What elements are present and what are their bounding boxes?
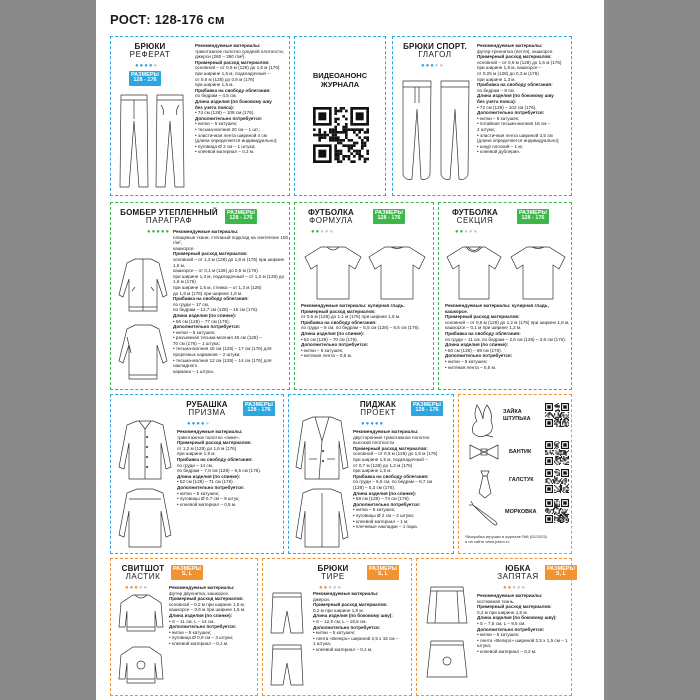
difficulty-dot-empty: ● bbox=[328, 585, 333, 591]
sizes-badge: РАЗМЕРЫ S, L bbox=[367, 565, 399, 580]
difficulty-dots bbox=[455, 229, 478, 235]
detail-heading: Длина изделия (по боковому шву): bbox=[477, 615, 557, 621]
detail-heading: Рекомендуемые материалы: bbox=[353, 429, 419, 434]
detail-heading: Дополнительно потребуется: bbox=[169, 624, 237, 630]
qr-code-tie[interactable] bbox=[545, 469, 569, 493]
toy-name-tie: ГАЛСТУК bbox=[509, 477, 534, 483]
detail-line: • 52 см (128) – 70 см (176). bbox=[301, 336, 358, 342]
difficulty-dots bbox=[187, 421, 210, 427]
sizes-badge: РАЗМЕРЫ 128 - 176 bbox=[517, 209, 549, 224]
detail-line: • 50 см (128) – 69 см (176). bbox=[445, 347, 502, 353]
difficulty-dot-filled: ● bbox=[370, 421, 375, 427]
difficulty-dot-empty: ● bbox=[138, 585, 144, 591]
detail-heading: Дополнительно потребуется: bbox=[173, 324, 241, 330]
tshirt-formula-sketch bbox=[301, 243, 429, 303]
card-model: ФОРМУЛА bbox=[309, 216, 353, 226]
detail-line: 0,2 м при ширине 1,8 м. bbox=[313, 607, 364, 613]
detail-line: при ширине 1,5 м, подкладочный – bbox=[195, 70, 270, 76]
detail-line: двусторонние трикотажное полотно bbox=[353, 434, 430, 440]
detail-line: • нитки – 5 катушек; bbox=[477, 632, 520, 638]
difficulty-dot-empty: ● bbox=[143, 585, 149, 591]
video-title-line-1: ВИДЕОАНОНС bbox=[312, 71, 368, 80]
detail-line: • разъемная тесьма-молния 46 см (128) – bbox=[173, 335, 262, 341]
sizes-badge: РАЗМЕРЫ 128 - 176 bbox=[243, 401, 275, 416]
detail-line: 70 см (176) – 1 штука; bbox=[173, 340, 220, 346]
card-details bbox=[173, 229, 289, 374]
detail-heading: без учета пояса): bbox=[477, 98, 517, 104]
detail-line: • 72 см (128) – 102 см (176). bbox=[477, 104, 537, 110]
detail-line: футер двухнитка, кашкорсе. bbox=[169, 590, 230, 596]
detail-line: • эластичная лента шириной 3,5 см bbox=[477, 132, 553, 138]
detail-line: • пуговицы Ø 2 см – 2 штуки; bbox=[353, 512, 415, 518]
card-model: ПАРАГРАФ bbox=[145, 216, 193, 226]
detail-heading: Примерный расход материалов: bbox=[177, 440, 252, 446]
card-video-announce bbox=[294, 36, 386, 196]
detail-heading: Прибавка на свободу облегания: bbox=[195, 87, 271, 93]
card-model: ЗАПЯТАЯ bbox=[497, 572, 539, 582]
bunny-toy-sketch bbox=[465, 401, 501, 441]
detail-line: по груди – 14 см, bbox=[177, 462, 214, 468]
sport-trousers-sketch bbox=[397, 77, 475, 189]
difficulty-dot-filled: ● bbox=[151, 229, 157, 235]
detail-line: • нитки – 5 катушек; bbox=[301, 347, 344, 353]
difficulty-dot-filled: ● bbox=[425, 63, 431, 69]
detail-line: до 1,6 м (176) при ширине 1,5 м. bbox=[173, 290, 243, 296]
detail-line: • лента «Велкро» шириной 2,5 x 1,5 см – 1 штука; bbox=[477, 637, 568, 649]
detail-heading: Рекомендуемые материалы: bbox=[177, 429, 243, 434]
detail-line: • тесьма-молния 12 см (128) – 14 см (176) для накладного bbox=[173, 357, 272, 369]
detail-heading: Примерный расход материалов: bbox=[301, 308, 376, 314]
detail-line: основной – от 0,9 м (128) до 1,5 м (176) bbox=[353, 451, 438, 457]
difficulty-dot-filled: ● bbox=[421, 63, 426, 69]
bow-sketch bbox=[467, 443, 501, 461]
difficulty-dot-filled: ● bbox=[147, 229, 152, 235]
detail-line: при ширине 1,8 м, кашкорсе – bbox=[477, 65, 542, 71]
detail-heading: Длина изделия (по спинке): bbox=[173, 312, 237, 318]
card-toys-accessories bbox=[458, 394, 572, 554]
shirt-sketch bbox=[115, 415, 175, 551]
detail-line: от 1,2 м (128) до 1,6 м (176) bbox=[177, 445, 237, 451]
qr-code-carrot[interactable] bbox=[545, 499, 569, 523]
detail-line: • нитки – 5 катушек; bbox=[169, 629, 212, 635]
detail-heading: Прибавка на свободу облегания: bbox=[301, 319, 377, 325]
toy-name-carrot: МОРКОВКА bbox=[505, 509, 537, 515]
detail-line: костюмная ткань. bbox=[477, 598, 515, 604]
detail-heading: Рекомендуемые материалы: bbox=[169, 585, 235, 590]
difficulty-dot-filled: ● bbox=[148, 63, 154, 69]
detail-line: (128) – 5,3 см (176). bbox=[353, 484, 396, 490]
detail-line: от 0,6 м (128) до 1,1 м (176) при ширине 1,8 м. bbox=[301, 314, 401, 320]
card-model: РЕФЕРАТ bbox=[129, 50, 171, 60]
detail-line: основной – от 0,6 м (128) до 1,2 м (176) при ширине 1,8 м, bbox=[445, 319, 570, 325]
detail-line: при ширине 1,5 м, подкладочный – bbox=[353, 456, 428, 462]
difficulty-dot-filled: ● bbox=[125, 585, 130, 591]
toy-name-bow: БАНТИК bbox=[509, 449, 532, 455]
difficulty-dot-filled: ● bbox=[379, 421, 385, 427]
detail-line: основной – от 0,9 м (128) до 1,6 м (176) bbox=[195, 65, 280, 71]
card-details bbox=[445, 303, 571, 370]
difficulty-dots bbox=[503, 585, 526, 591]
detail-line: • S – 12,5 см, L – 16,5 см. bbox=[313, 618, 367, 624]
card-name: БОМБЕР УТЕПЛЕННЫЙ bbox=[120, 208, 218, 217]
card-sport-trousers-glagol bbox=[392, 36, 572, 196]
detail-line: основной – 0,2 м при ширине 1,5 м, bbox=[169, 601, 245, 607]
detail-heading: Длина изделия (по боковому шву bbox=[195, 98, 272, 104]
detail-line: • клеевой материал – 0,2 м. bbox=[477, 648, 537, 654]
skirt-sketch bbox=[423, 583, 471, 693]
difficulty-dot-filled: ● bbox=[430, 63, 435, 69]
difficulty-dot-filled: ● bbox=[134, 585, 139, 591]
difficulty-dot-filled: ● bbox=[156, 229, 161, 235]
detail-line: • плечевые накладки – 1 пара. bbox=[353, 524, 418, 530]
tshirt-sekcia-sketch bbox=[443, 243, 569, 303]
detail-heading: Дополнительно потребуется: bbox=[353, 501, 421, 507]
detail-line: • лента «Велкро» шириной 2,5 x 15 см – bbox=[313, 635, 399, 641]
detail-heading: Прибавка на свободу облегания: bbox=[173, 296, 249, 302]
difficulty-dot-empty: ● bbox=[205, 421, 211, 427]
catalog-page bbox=[96, 0, 604, 700]
detail-line: • нитки – 5 катушек; bbox=[353, 507, 396, 513]
detail-heading: Примерный расход материалов: bbox=[195, 59, 270, 65]
difficulty-dot-filled: ● bbox=[135, 63, 140, 69]
card-details bbox=[177, 429, 283, 507]
card-name: РУБАШКА bbox=[186, 400, 228, 409]
detail-heading: Рекомендуемые материалы: bbox=[173, 229, 239, 234]
detail-line: • клеевой материал – 0,1 м. bbox=[169, 640, 229, 646]
detail-line: футер-трехнитка (петля), кашкорсе. bbox=[477, 48, 554, 54]
detail-line: • 52 см (128) – 71 см (176). bbox=[177, 479, 234, 485]
jacket-sketch bbox=[293, 411, 351, 551]
difficulty-dot-filled: ● bbox=[365, 421, 371, 427]
detail-line: джерси (260 – 360 г/м²). bbox=[195, 54, 246, 60]
detail-line: по бедрам – 12,7 см (128) – 15 см (176). bbox=[173, 307, 259, 313]
detail-line: • нитки – 5 катушек; bbox=[173, 329, 216, 335]
detail-heading: без учета пояса): bbox=[195, 104, 235, 110]
card-model: ПРИЗМА bbox=[188, 408, 226, 418]
detail-heading: Рекомендуемые материалы: кулирная гладь. bbox=[301, 303, 405, 308]
qr-code-bunny[interactable] bbox=[545, 403, 569, 427]
tie-sketch bbox=[473, 469, 497, 499]
detail-heading: Длина изделия (по боковому шву bbox=[477, 93, 554, 99]
sizes-badge: РАЗМЕРЫ S, L bbox=[545, 565, 577, 580]
card-name: СВИТШОТ bbox=[121, 564, 165, 573]
difficulty-dot-empty: ● bbox=[439, 63, 445, 69]
detail-heading: Дополнительно потребуется: bbox=[445, 353, 513, 359]
carrot-sketch bbox=[469, 501, 503, 527]
card-details bbox=[169, 585, 257, 647]
difficulty-dot-filled: ● bbox=[374, 421, 380, 427]
card-trousers-referat bbox=[110, 36, 290, 196]
detail-line: по груди – 6,5 см, по бедрам – 8,7 см bbox=[353, 479, 433, 485]
detail-line: трикотажное полотно «пике». bbox=[177, 434, 240, 440]
difficulty-dot-filled: ● bbox=[144, 63, 149, 69]
detail-line: прорезных карманов – 2 штуки; bbox=[173, 352, 241, 358]
detail-line: • 58 см (128) – 74 см (176). bbox=[353, 496, 410, 502]
detail-heading: Дополнительно потребуется: bbox=[477, 110, 545, 116]
detail-line: • нитки – 5 катушек; bbox=[445, 358, 488, 364]
detail-heading: Прибавка на свободу облегания: bbox=[177, 456, 253, 462]
detail-line: • шнур плоский – 1 м; bbox=[477, 143, 523, 149]
difficulty-dot-filled: ● bbox=[323, 585, 329, 591]
difficulty-dot-empty: ● bbox=[324, 229, 330, 235]
toy-name-bunny: ЗАЙКА ШТУПЬКА bbox=[503, 409, 531, 422]
difficulty-dot-filled: ● bbox=[160, 229, 166, 235]
card-details bbox=[301, 303, 431, 359]
difficulty-dot-filled: ● bbox=[129, 585, 135, 591]
card-name: ФУТБОЛКА bbox=[451, 208, 499, 217]
difficulty-dot-filled: ● bbox=[315, 229, 321, 235]
difficulty-dot-filled: ● bbox=[165, 229, 171, 235]
difficulty-dot-filled: ● bbox=[196, 421, 201, 427]
card-details bbox=[477, 43, 571, 155]
card-model: ГЛАГОЛ bbox=[418, 50, 452, 60]
detail-line: • клеевой материал – 1 м; bbox=[353, 518, 409, 524]
detail-heading: Дополнительно потребуется: bbox=[313, 624, 381, 630]
detail-heading: Дополнительно потребуется: bbox=[195, 115, 263, 121]
detail-heading: Примерный расход материалов: bbox=[353, 445, 428, 451]
page-title: РОСТ: 128-176 см bbox=[110, 12, 225, 27]
card-tshirt-sekcia bbox=[438, 202, 572, 390]
detail-heading: Длина изделия (по спинке): bbox=[301, 330, 365, 336]
sweatshirt-sketch bbox=[115, 591, 167, 691]
detail-line: при ширине 1,5 м. bbox=[353, 468, 392, 474]
card-sweatshirt-lastik bbox=[110, 558, 258, 696]
detail-line: трикотажное полотно средней плотности, bbox=[195, 48, 284, 54]
detail-heading: Примерный расход материалов: bbox=[169, 596, 244, 602]
detail-line: • нитки – 5 катушек; bbox=[195, 121, 238, 127]
difficulty-dot-empty: ● bbox=[464, 229, 469, 235]
detail-heading: Длина изделия (по спинке): bbox=[445, 342, 509, 348]
difficulty-dot-filled: ● bbox=[187, 421, 192, 427]
detail-line: • тесьма-молния 20 см – 1 шт.; bbox=[195, 126, 261, 132]
detail-line: • эластичная лента шириной 4 см bbox=[195, 132, 267, 138]
card-name: ПИДЖАК bbox=[359, 400, 397, 409]
detail-heading: Примерный расход материалов: bbox=[477, 604, 552, 610]
difficulty-dot-filled: ● bbox=[507, 585, 513, 591]
detail-line: при ширине 1,3 м, подкладочный – от 1,2 м (128) до 1,6 м (176) bbox=[173, 273, 285, 285]
difficulty-dots bbox=[421, 63, 444, 69]
detail-line: • S – 7,5 см, L – 9,5 см. bbox=[477, 620, 526, 626]
difficulty-dot-filled: ● bbox=[191, 421, 197, 427]
difficulty-dot-filled: ● bbox=[200, 421, 206, 427]
detail-heading: Рекомендуемые материалы: bbox=[195, 43, 261, 48]
card-bomber-paragraf bbox=[110, 202, 290, 390]
detail-line: по бедрам – 7,8 см (128) – 5,5 см (176). bbox=[177, 468, 262, 474]
difficulty-dot-filled: ● bbox=[139, 63, 145, 69]
detail-line: (длина определяется индивидуально); bbox=[195, 138, 278, 144]
detail-heading: Рекомендуемые материалы: bbox=[477, 593, 543, 598]
card-name: БРЮКИ bbox=[317, 564, 349, 573]
difficulty-dot-filled: ● bbox=[319, 585, 324, 591]
card-details bbox=[313, 591, 411, 653]
detail-line: (длина определяется индивидуально); bbox=[477, 138, 560, 144]
detail-heading: Длина изделия (по спинке): bbox=[169, 612, 233, 618]
toy-source-note: *Выкройка игрушки в журнале №5 (02/2023) и на сайте www.pasm.ru bbox=[465, 534, 547, 544]
sizes-badge: РАЗМЕРЫ 128 - 176 bbox=[411, 401, 443, 416]
detail-line: • пуговица Ø 0,9 см – 3 штуки; bbox=[169, 635, 234, 641]
detail-line: кашкорсе – 0,1 м при ширине 1,3 м. bbox=[445, 325, 522, 331]
card-details bbox=[477, 593, 571, 655]
card-model: СЕКЦИЯ bbox=[456, 216, 494, 226]
card-model: ТИРЕ bbox=[321, 572, 345, 582]
difficulty-dot-empty: ● bbox=[153, 63, 159, 69]
detail-line: • нитки – 5 катушек; bbox=[177, 490, 220, 496]
detail-heading: Рекомендуемые материалы: кулирная гладь, кашкорсе. bbox=[445, 303, 549, 314]
detail-heading: Рекомендуемые материалы: bbox=[477, 43, 543, 48]
detail-line: по груди – 17 см, bbox=[173, 301, 210, 307]
detail-line: по бедрам – 4,5 см. bbox=[195, 93, 237, 99]
detail-heading: Дополнительно потребуется: bbox=[177, 484, 245, 490]
card-details bbox=[195, 43, 289, 155]
difficulty-dot-filled: ● bbox=[455, 229, 460, 235]
card-name: БРЮКИ СПОРТ. bbox=[403, 42, 467, 51]
detail-line: кашкорсе – от 0,1 м (128) до 0,5 м (176) bbox=[173, 268, 258, 274]
detail-line: от 0,6 м (128) до 0,8 м (176) bbox=[195, 76, 255, 82]
detail-line: по груди – 8 см, по бедрам – 5,5 см (128) – 6,5 см (176). bbox=[301, 325, 420, 331]
difficulty-dot-empty: ● bbox=[512, 585, 517, 591]
detail-line: плащевые ткани, стеганый подклад на синтепоне 100 г/м², bbox=[173, 234, 289, 246]
card-tshirt-formula bbox=[294, 202, 434, 390]
detail-heading: Примерный расход материалов: bbox=[445, 314, 520, 320]
sizes-badge: РАЗМЕРЫ S, L bbox=[171, 565, 203, 580]
trousers-sketch bbox=[115, 91, 189, 191]
detail-line: основной – от 1,3 м (128) до 1,8 м (176) при ширине 1,5 м, bbox=[173, 256, 285, 268]
detail-heading: Прибавка на свободу облегания: bbox=[445, 330, 521, 336]
qr-code-video[interactable] bbox=[313, 107, 369, 163]
detail-line: при ширине 1,3 м. bbox=[477, 76, 516, 82]
detail-line: • клеевой материал – 0,2 м. bbox=[195, 149, 255, 155]
detail-heading: Примерный расход материалов: bbox=[313, 602, 388, 608]
detail-line: • клеевой дублерин. bbox=[477, 149, 521, 155]
detail-line: 1 штука; bbox=[313, 641, 331, 647]
short-trousers-sketch bbox=[267, 589, 307, 693]
sizes-badge: РАЗМЕРЫ 128 - 176 bbox=[373, 209, 405, 224]
detail-line: • пуговицы Ø 0,7 см – 9 штук; bbox=[177, 496, 240, 502]
difficulty-dot-filled: ● bbox=[311, 229, 316, 235]
detail-heading: Длина изделия (по спинке): bbox=[177, 473, 241, 479]
detail-line: • пуговица Ø 2 см – 1 штука; bbox=[195, 143, 256, 149]
difficulty-dot-empty: ● bbox=[434, 63, 440, 69]
detail-line: • S – 11 см, L – 14 см. bbox=[169, 618, 215, 624]
difficulty-dot-filled: ● bbox=[361, 421, 366, 427]
detail-line: • нитки – 5 катушек; bbox=[313, 630, 356, 636]
card-jacket-proekt bbox=[288, 394, 454, 554]
detail-line: при ширине 1,8 м. bbox=[177, 451, 216, 457]
detail-line: • нитки – 5 катушек; bbox=[477, 115, 520, 121]
detail-line: • тесьма-молния 16 см (128) – 17 см (176) для bbox=[173, 346, 272, 352]
detail-heading: Дополнительно потребуется: bbox=[477, 626, 545, 632]
detail-line: 0,2 м при ширине 1,5 м. bbox=[477, 609, 528, 615]
sizes-badge: РАЗМЕРЫ 128 - 176 bbox=[225, 209, 257, 224]
difficulty-dot-filled: ● bbox=[459, 229, 465, 235]
detail-heading: Прибавка на свободу облегания: bbox=[477, 82, 553, 88]
detail-line: кашкорсе – 0,6 м при ширине 1,5 м. bbox=[169, 607, 246, 613]
card-shirt-prizma bbox=[110, 394, 284, 554]
detail-line: кашкорсе. bbox=[173, 245, 195, 251]
detail-line: по груди – 11 см, по бедрам – 2,6 см (128) – 3,6 см (176). bbox=[445, 336, 567, 342]
bomber-sketch bbox=[115, 253, 171, 387]
difficulty-dot-empty: ● bbox=[516, 585, 522, 591]
detail-line: высокой плотности. bbox=[353, 440, 396, 446]
difficulty-dot-empty: ● bbox=[320, 229, 325, 235]
detail-heading: Длина изделия (по спинке): bbox=[353, 490, 417, 496]
detail-line: • 74 см (128) – 108 см (176). bbox=[195, 110, 255, 116]
detail-line: при ширине 1,5 м, стежка – от 1,3 м (128) bbox=[173, 284, 262, 290]
detail-heading: Дополнительно потребуется: bbox=[301, 342, 369, 348]
difficulty-dot-empty: ● bbox=[468, 229, 474, 235]
difficulty-dots bbox=[135, 63, 158, 69]
card-name: ЮБКА bbox=[505, 564, 531, 573]
detail-heading: Длина изделия (по боковому шву): bbox=[313, 613, 393, 619]
detail-line: по бедрам – 8 см. bbox=[477, 87, 515, 93]
card-name: БРЮКИ bbox=[134, 42, 166, 51]
detail-line: • 56 см (128) – 77 см (176). bbox=[173, 318, 230, 324]
detail-line: 2 штуки; bbox=[477, 126, 495, 132]
difficulty-dots bbox=[361, 421, 384, 427]
difficulty-dot-filled: ● bbox=[503, 585, 508, 591]
detail-line: • нитяная лента – 0,5 м. bbox=[301, 353, 353, 359]
card-trousers-tire bbox=[262, 558, 412, 696]
detail-heading: Примерный расход материалов: bbox=[477, 54, 552, 60]
difficulty-dots bbox=[311, 229, 334, 235]
difficulty-dot-empty: ● bbox=[329, 229, 335, 235]
detail-line: джерси. bbox=[313, 596, 331, 602]
video-title-line-2: ЖУРНАЛА bbox=[320, 80, 360, 90]
card-model: ПРОЕКТ bbox=[360, 408, 396, 418]
detail-line: кармана – 1 штука. bbox=[173, 368, 215, 374]
card-name: ФУТБОЛКА bbox=[307, 208, 355, 217]
difficulty-dot-empty: ● bbox=[473, 229, 479, 235]
detail-line: • нитяная лента – 0,5 м. bbox=[445, 364, 497, 370]
detail-line: при ширине 1,5 м. bbox=[195, 82, 234, 88]
difficulty-dot-empty: ● bbox=[332, 585, 338, 591]
detail-line: основной – от 0,9 м (128) до 1,6 м (176) bbox=[477, 59, 562, 65]
detail-line: от 0,25 м (128) до 0,3 м (176) bbox=[477, 70, 539, 76]
detail-heading: Примерный расход материалов: bbox=[173, 251, 248, 257]
qr-code-bow[interactable] bbox=[545, 441, 569, 465]
detail-line: • потайная тесьма-молния 18 см – bbox=[477, 121, 551, 127]
card-details bbox=[353, 429, 453, 530]
difficulty-dot-empty: ● bbox=[521, 585, 527, 591]
detail-line: • клеевой материал – 0,5 м. bbox=[177, 501, 237, 507]
sizes-badge: РАЗМЕРЫ 128 - 176 bbox=[129, 71, 161, 86]
difficulty-dots bbox=[147, 229, 170, 235]
detail-line: • клеевой материал – 0,1 м. bbox=[313, 646, 373, 652]
detail-line: от 0,7 м (128) до 1,2 м (176) bbox=[353, 462, 413, 468]
detail-heading: Прибавка на свободу облегания: bbox=[353, 473, 429, 479]
detail-heading: Рекомендуемые материалы: bbox=[313, 591, 379, 596]
difficulty-dot-empty: ● bbox=[337, 585, 343, 591]
card-model: ЛАСТИК bbox=[125, 572, 161, 582]
card-skirt-zapyataya bbox=[416, 558, 575, 696]
